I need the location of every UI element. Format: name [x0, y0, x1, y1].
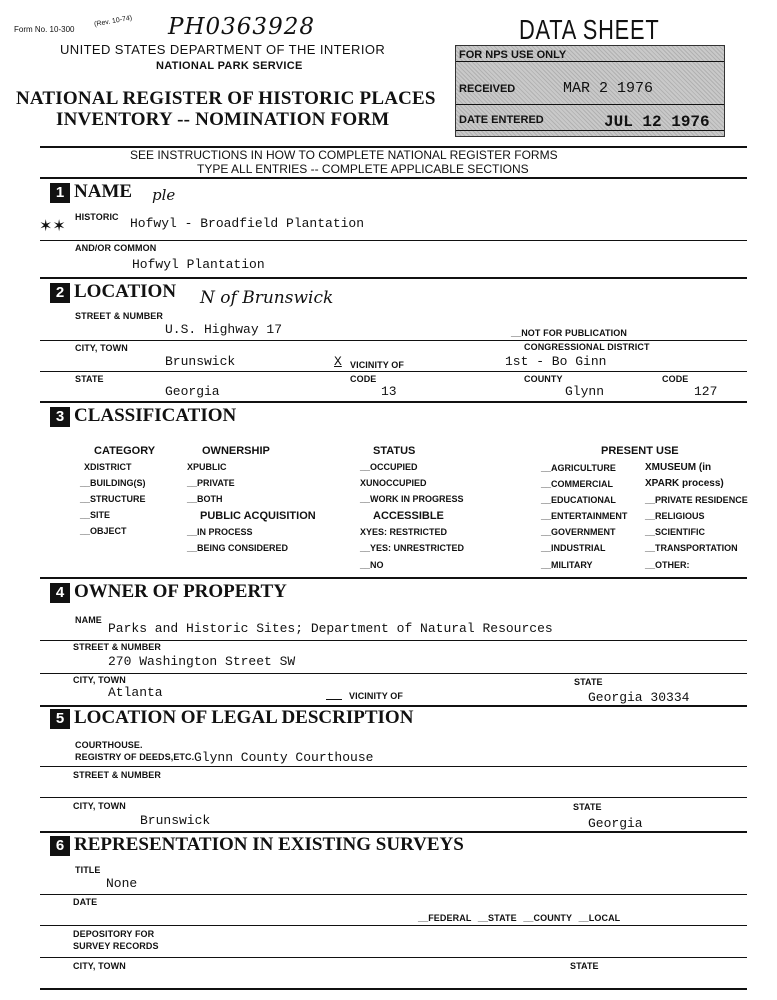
- divider: [40, 577, 747, 579]
- category-item: __SITE: [80, 510, 111, 520]
- section-number: 2: [50, 283, 70, 303]
- form-title-line2: INVENTORY -- NOMINATION FORM: [56, 109, 390, 130]
- survey-state-label: STATE: [570, 961, 599, 971]
- category-item: XDISTRICT: [84, 462, 132, 472]
- status-item: __WORK IN PROGRESS: [360, 494, 464, 504]
- section-title-legal: LOCATION OF LEGAL DESCRIPTION: [74, 707, 414, 728]
- divider: [40, 766, 747, 767]
- status-item: XUNOCCUPIED: [360, 478, 427, 488]
- divider: [40, 277, 747, 279]
- present-use-heading: PRESENT USE: [601, 445, 679, 457]
- category-heading: CATEGORY: [94, 445, 156, 457]
- owner-city-value: Atlanta: [108, 685, 163, 700]
- present-use-item: __TRANSPORTATION: [645, 543, 738, 553]
- county-code-value: 127: [694, 384, 718, 399]
- courthouse-label: COURTHOUSE.: [75, 740, 143, 750]
- owner-street-value: 270 Washington Street SW: [108, 654, 296, 669]
- divider: [40, 797, 747, 798]
- nps-use-label: FOR NPS USE ONLY: [459, 49, 567, 61]
- ownership-heading: OWNERSHIP: [202, 445, 270, 457]
- present-use-item: __OTHER:: [645, 560, 690, 570]
- divider: [40, 177, 747, 179]
- divider: [40, 240, 747, 241]
- accessible-item: __YES: UNRESTRICTED: [360, 543, 465, 553]
- section-number: 3: [50, 407, 70, 427]
- legal-city-value: Brunswick: [140, 813, 211, 828]
- present-use-item: __MILITARY: [541, 560, 593, 570]
- category-item: __OBJECT: [80, 526, 127, 536]
- divider: [40, 673, 747, 674]
- instructions-line1: SEE INSTRUCTIONS IN HOW TO COMPLETE NATIONAL REGISTER FORMS: [130, 148, 558, 162]
- accessible-item: __NO: [360, 560, 384, 570]
- ownership-item: XPUBLIC: [187, 462, 227, 472]
- survey-date-label: DATE: [73, 897, 98, 907]
- city-value: Brunswick: [165, 354, 236, 369]
- section-number: 6: [50, 836, 70, 856]
- county-label: COUNTY: [524, 374, 563, 384]
- legal-state-label: STATE: [573, 802, 602, 812]
- star-marks: ✶✶: [39, 218, 66, 235]
- acquisition-item: __BEING CONSIDERED: [187, 543, 289, 553]
- code-label: CODE: [662, 374, 689, 384]
- section-number: 4: [50, 583, 70, 603]
- divider: [456, 104, 724, 105]
- divider: [40, 957, 747, 958]
- present-use-item: __PRIVATE RESIDENCE: [645, 495, 748, 505]
- accessible-heading: ACCESSIBLE: [373, 510, 444, 522]
- received-label: RECEIVED: [459, 83, 516, 95]
- status-item: __OCCUPIED: [360, 462, 418, 472]
- county-value: Glynn: [565, 384, 605, 399]
- common-name: Hofwyl Plantation: [132, 257, 265, 272]
- historic-name: Hofwyl - Broadfield Plantation: [130, 216, 365, 231]
- divider: [40, 831, 747, 833]
- divider: [40, 371, 747, 372]
- divider: [40, 340, 747, 341]
- present-use-item: __COMMERCIAL: [541, 479, 614, 489]
- present-use-item: __GOVERNMENT: [541, 527, 616, 537]
- ownership-item: __BOTH: [187, 494, 223, 504]
- category-item: __STRUCTURE: [80, 494, 146, 504]
- service-name: NATIONAL PARK SERVICE: [156, 60, 303, 72]
- registry-label: REGISTRY OF DEEDS,ETC.: [75, 752, 195, 762]
- accessible-item: XYES: RESTRICTED: [360, 527, 448, 537]
- depository-label-line2: SURVEY RECORDS: [73, 941, 159, 951]
- code-label: CODE: [350, 374, 377, 384]
- section-number: 5: [50, 709, 70, 729]
- registry-value: Glynn County Courthouse: [194, 750, 374, 765]
- present-use-item: __ENTERTAINMENT: [541, 511, 628, 521]
- owner-city-label: CITY, TOWN: [73, 675, 126, 685]
- congressional-value: 1st - Bo Ginn: [505, 354, 607, 369]
- section-title-surveys: REPRESENTATION IN EXISTING SURVEYS: [74, 834, 464, 855]
- date-entered-label: DATE ENTERED: [459, 114, 544, 126]
- legal-state-value: Georgia: [588, 816, 643, 831]
- owner-street-label: STREET & NUMBER: [73, 642, 162, 652]
- state-label: STATE: [75, 374, 104, 384]
- owner-vicinity-label: VICINITY OF: [349, 691, 403, 701]
- section-title-location: LOCATION: [74, 281, 177, 302]
- divider: [40, 640, 747, 641]
- category-item: __BUILDING(S): [80, 478, 146, 488]
- historic-label: HISTORIC: [75, 212, 119, 222]
- department-name: UNITED STATES DEPARTMENT OF THE INTERIOR: [60, 42, 386, 57]
- form-number: Form No. 10-300: [14, 25, 75, 34]
- survey-city-label: CITY, TOWN: [73, 961, 126, 971]
- handwritten-note: N of Brunswick: [200, 288, 334, 308]
- vicinity-mark: X: [334, 354, 342, 369]
- congressional-label: CONGRESSIONAL DISTRICT: [524, 342, 650, 352]
- received-stamp: MAR 2 1976: [563, 80, 654, 97]
- survey-title-value: None: [106, 876, 138, 891]
- date-entered-stamp: JUL 12 1976: [604, 113, 710, 131]
- present-use-item: __EDUCATIONAL: [541, 495, 616, 505]
- owner-name-label: NAME: [75, 615, 102, 625]
- section-title-owner: OWNER OF PROPERTY: [74, 581, 287, 602]
- section-title-name: NAME: [74, 181, 133, 202]
- legal-city-label: CITY, TOWN: [73, 801, 126, 811]
- ownership-item: __PRIVATE: [187, 478, 235, 488]
- instructions-line2: TYPE ALL ENTRIES -- COMPLETE APPLICABLE SECTIONS: [197, 162, 529, 176]
- city-label: CITY, TOWN: [75, 343, 128, 353]
- acquisition-item: __IN PROCESS: [187, 527, 253, 537]
- state-value: Georgia: [165, 384, 220, 399]
- street-label: STREET & NUMBER: [75, 311, 164, 321]
- vicinity-blank: [326, 699, 342, 700]
- owner-state-value: Georgia 30334: [588, 690, 690, 705]
- divider: [40, 894, 747, 895]
- divider: [456, 61, 724, 62]
- divider: [40, 925, 747, 926]
- data-sheet-label: DATA SHEET: [519, 14, 660, 45]
- present-use-item: __SCIENTIFIC: [645, 527, 706, 537]
- form-title-line1: NATIONAL REGISTER OF HISTORIC PLACES: [16, 88, 436, 109]
- present-use-item: __AGRICULTURE: [541, 463, 616, 473]
- common-label: AND/OR COMMON: [75, 243, 157, 253]
- section-number: 1: [50, 183, 70, 203]
- owner-name-value: Parks and Historic Sites; Department of Natural Resources: [108, 621, 553, 636]
- not-for-publication: __NOT FOR PUBLICATION: [511, 328, 627, 338]
- status-heading: STATUS: [373, 445, 416, 457]
- owner-state-label: STATE: [574, 677, 603, 687]
- depository-label-line1: DEPOSITORY FOR: [73, 929, 155, 939]
- section-title-classification: CLASSIFICATION: [74, 405, 237, 426]
- legal-street-label: STREET & NUMBER: [73, 770, 162, 780]
- form-revision: (Rev. 10-74): [93, 14, 133, 29]
- present-use-item: XPARK process): [645, 478, 724, 489]
- reference-number: PH0363928: [168, 14, 315, 40]
- present-use-item: XMUSEUM (in: [645, 462, 712, 473]
- survey-level-options: __FEDERAL __STATE __COUNTY __LOCAL: [418, 913, 621, 923]
- divider: [40, 401, 747, 403]
- vicinity-label: VICINITY OF: [350, 360, 404, 370]
- handwritten-note: ple: [152, 186, 176, 204]
- divider: [40, 988, 747, 990]
- survey-title-label: TITLE: [75, 865, 101, 875]
- present-use-item: __INDUSTRIAL: [541, 543, 606, 553]
- street-value: U.S. Highway 17: [165, 322, 283, 337]
- state-code-value: 13: [381, 384, 397, 399]
- present-use-item: __RELIGIOUS: [645, 511, 705, 521]
- acquisition-heading: PUBLIC ACQUISITION: [200, 510, 316, 522]
- nps-use-box: [455, 45, 725, 137]
